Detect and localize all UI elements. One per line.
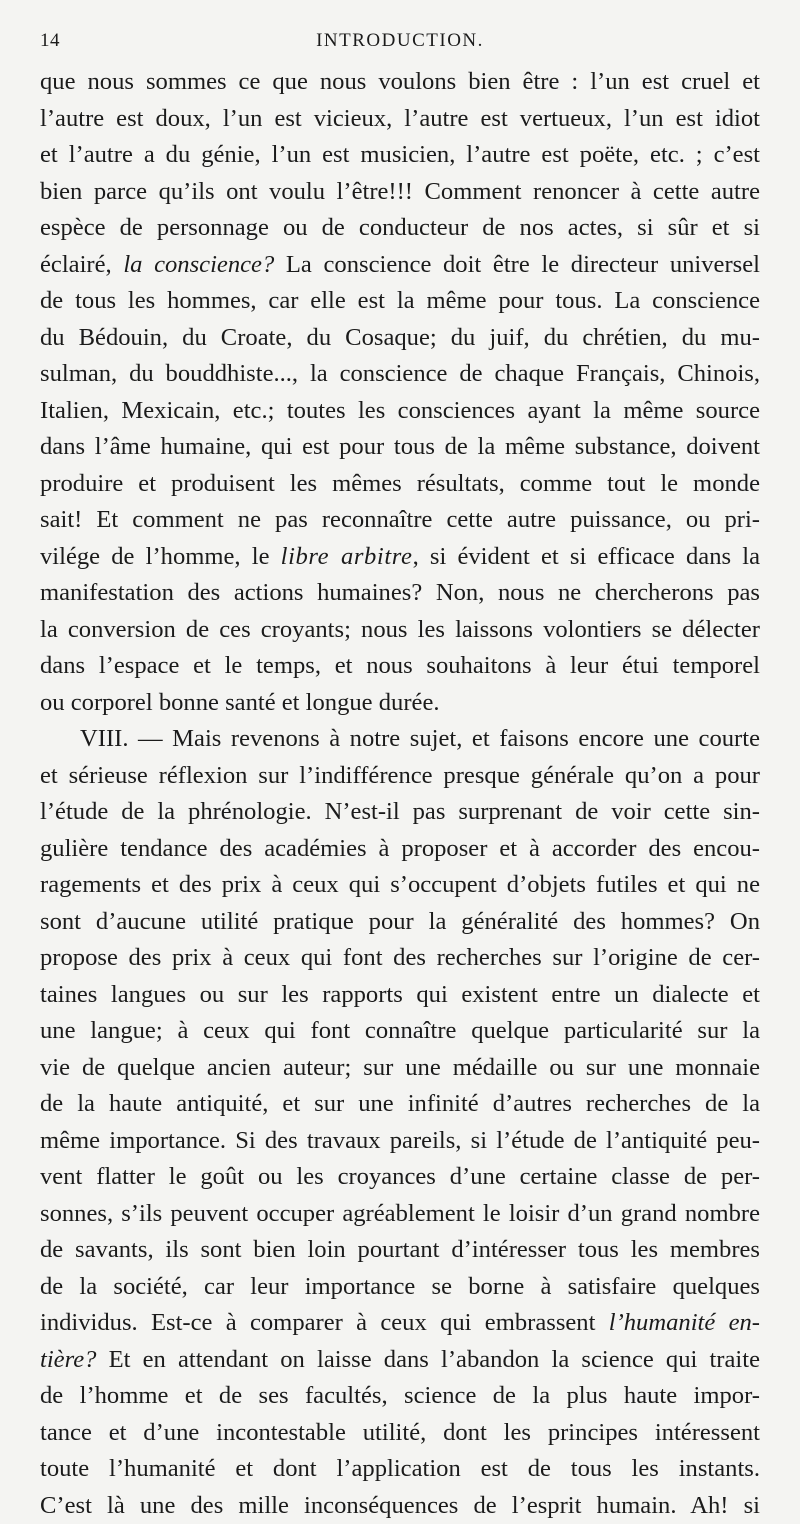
text-span: espèce de personnage ou de conducteur de nos actes, si sûr et si <box>40 214 760 241</box>
text-line <box>40 64 760 101</box>
text-line <box>40 320 760 357</box>
text-span: , si évident et si efficace dans la <box>413 543 760 570</box>
text-span: sont d’aucune utilité pratique pour la généralité des hommes? On <box>40 908 760 935</box>
page-number: 14 <box>40 30 60 52</box>
text-span: individus. Est-ce à comparer à ceux qui embrassent <box>40 1309 609 1336</box>
text-span: dans l’âme humaine, qui est pour tous de la même substance, doivent <box>40 433 760 460</box>
text-span: vent flatter le goût ou les croyances d’une certaine classe de per- <box>40 1163 760 1190</box>
text-span: même importance. Si des travaux pareils, si l’étude de l’antiquité peu- <box>40 1127 760 1154</box>
text-line <box>40 1123 760 1160</box>
text-span: du Bédouin, du Croate, du Cosaque; du juif, du chrétien, du mu- <box>40 324 760 351</box>
text-span: que nous sommes ce que nous voulons bien être : l’un est cruel et <box>40 68 760 95</box>
text-line <box>40 1488 760 1524</box>
italic-text-span: libre arbitre <box>281 543 413 570</box>
text-span: bien parce qu’ils ont voulu l’être!!! Comment renoncer à cette autre <box>40 178 760 205</box>
text-span: gulière tendance des académies à proposer et à accorder des encou- <box>40 835 760 862</box>
text-line <box>40 137 760 174</box>
running-head <box>40 30 760 64</box>
text-line <box>40 1013 760 1050</box>
text-span: éclairé, <box>40 251 123 278</box>
text-line <box>40 1415 760 1452</box>
text-span: VIII. — Mais revenons à notre sujet, et faisons encore une courte <box>80 725 760 752</box>
text-span: la conversion de ces croyants; nous les laissons volontiers se délecter <box>40 616 760 643</box>
text-span: dans l’espace et le temps, et nous souhaitons à leur étui temporel <box>40 652 760 679</box>
text-span: l’étude de la phrénologie. N’est-il pas surprenant de voir cette sin- <box>40 798 760 825</box>
text-span: C’est là une des mille inconséquences de l’esprit humain. Ah! si <box>40 1492 760 1519</box>
text-span: taines langues ou sur les rapports qui existent entre un dialecte et <box>40 981 760 1008</box>
text-line <box>40 794 760 831</box>
text-span: tance et d’une incontestable utilité, dont les principes intéressent <box>40 1419 760 1446</box>
text-line <box>40 1342 760 1379</box>
text-line <box>40 429 760 466</box>
italic-text-span: la conscience? <box>123 251 274 278</box>
running-title: INTRODUCTION. <box>40 30 760 52</box>
text-line <box>40 1305 760 1342</box>
text-span: produire et produisent les mêmes résultats, comme tout le monde <box>40 470 760 497</box>
text-span: propose des prix à ceux qui font des recherches sur l’origine de cer- <box>40 944 760 971</box>
text-line <box>40 612 760 649</box>
text-line <box>40 940 760 977</box>
text-line <box>40 977 760 1014</box>
text-line <box>40 466 760 503</box>
text-line <box>40 867 760 904</box>
text-line <box>40 1086 760 1123</box>
text-line <box>40 685 760 722</box>
text-span: et l’autre a du génie, l’un est musicien, l’autre est poëte, etc. ; c’est <box>40 141 760 168</box>
text-line <box>40 1451 760 1488</box>
text-span: toute l’humanité et dont l’application est de tous les instants. <box>40 1455 760 1482</box>
text-line <box>40 721 760 758</box>
text-line <box>40 283 760 320</box>
text-span: de l’homme et de ses facultés, science de la plus haute impor- <box>40 1382 760 1409</box>
text-span: sulman, du bouddhiste..., la conscience de chaque Français, Chinois, <box>40 360 760 387</box>
text-span: vie de quelque ancien auteur; sur une médaille ou sur une monnaie <box>40 1054 760 1081</box>
text-line <box>40 539 760 576</box>
text-span: ragements et des prix à ceux qui s’occupent d’objets futiles et qui ne <box>40 871 760 898</box>
text-span: sonnes, s’ils peuvent occuper agréablement le loisir d’un grand nombre <box>40 1200 760 1227</box>
italic-text-span: l’humanité en- <box>609 1309 760 1336</box>
text-span: manifestation des actions humaines? Non, nous ne chercherons pas <box>40 579 760 606</box>
text-span: ou corporel bonne santé et longue durée. <box>40 689 440 716</box>
text-line <box>40 904 760 941</box>
text-line <box>40 210 760 247</box>
text-line <box>40 648 760 685</box>
text-line <box>40 1378 760 1415</box>
text-line <box>40 1269 760 1306</box>
text-span: La conscience doit être le directeur universel <box>274 251 760 278</box>
text-span: de la haute antiquité, et sur une infinité d’autres recherches de la <box>40 1090 760 1117</box>
text-span: de savants, ils sont bien loin pourtant d’intéresser tous les membres <box>40 1236 760 1263</box>
text-line <box>40 356 760 393</box>
text-span: de tous les hommes, car elle est la même pour tous. La conscience <box>40 287 760 314</box>
text-line <box>40 174 760 211</box>
text-line <box>40 1232 760 1269</box>
body-text <box>40 64 760 1524</box>
text-span: Italien, Mexicain, etc.; toutes les consciences ayant la même source <box>40 397 760 424</box>
text-line <box>40 1050 760 1087</box>
text-span: sait! Et comment ne pas reconnaître cette autre puissance, ou pri- <box>40 506 760 533</box>
text-span: et sérieuse réflexion sur l’indifférence presque générale qu’on a pour <box>40 762 760 789</box>
italic-text-span: tière? <box>40 1346 96 1373</box>
text-line <box>40 831 760 868</box>
text-line <box>40 247 760 284</box>
text-line <box>40 393 760 430</box>
text-line <box>40 758 760 795</box>
text-line <box>40 101 760 138</box>
text-span: Et en attendant on laisse dans l’abandon la science qui traite <box>96 1346 760 1373</box>
text-line <box>40 502 760 539</box>
text-span: de la société, car leur importance se borne à satisfaire quelques <box>40 1273 760 1300</box>
text-line <box>40 1159 760 1196</box>
text-span: l’autre est doux, l’un est vicieux, l’autre est vertueux, l’un est idiot <box>40 105 760 132</box>
text-line <box>40 1196 760 1233</box>
text-span: vilége de l’homme, le <box>40 543 281 570</box>
text-line <box>40 575 760 612</box>
text-span: une langue; à ceux qui font connaître quelque particularité sur la <box>40 1017 760 1044</box>
